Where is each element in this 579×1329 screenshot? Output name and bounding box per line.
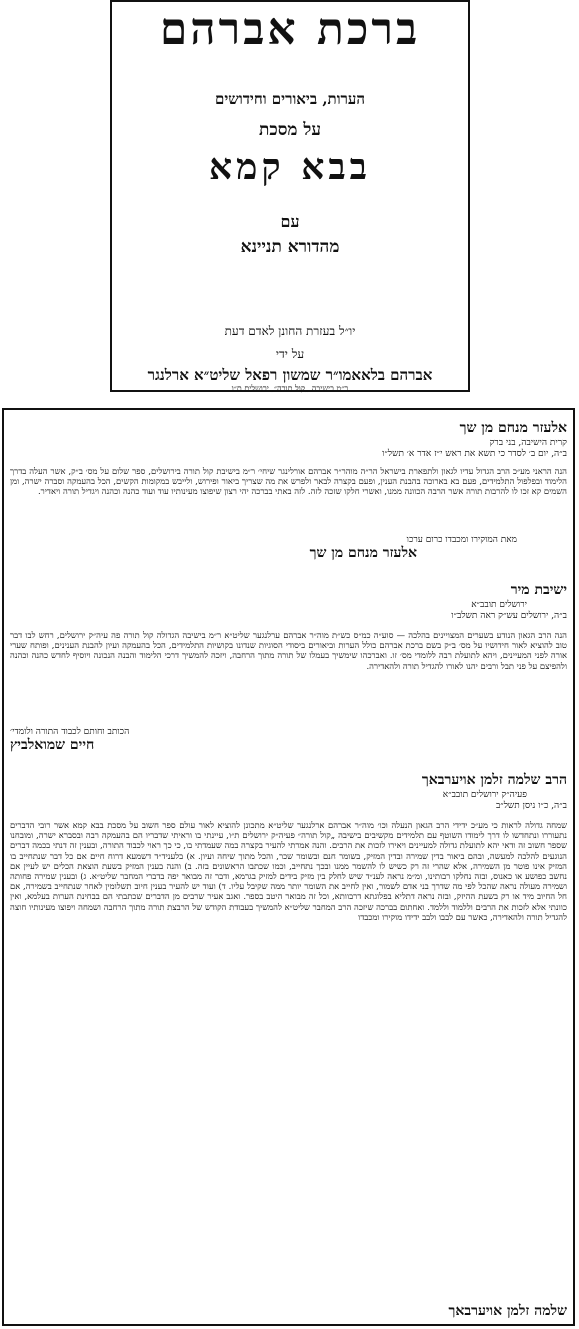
letter-1-closing: מאת המוקירו ומכבדו כרום ערכו — [406, 535, 517, 545]
letter-1-heading: אלעזר מנחם מן שך — [459, 420, 567, 436]
letter-2-heading-block — [10, 582, 567, 621]
approbations-page — [2, 408, 575, 1326]
letter-3-date: ב״ה, כ״ו ניסן תשל״ב — [495, 801, 567, 811]
tractate-name: בבא קמא — [208, 146, 372, 188]
letter-2-heading: ישיבת מיר — [510, 582, 567, 598]
letter-1-date: ב״ה, יום ב׳ לסדר כי תשא את ראש י״ז אדר א׳ תשל״ו — [382, 449, 567, 459]
book-title: ברכת אברהם — [159, 4, 421, 55]
letter-3-heading: הרב שלמה זלמן אויערבאך — [421, 772, 567, 788]
letter-1-body: הנה הראני מע״כ הרב הגדול עדיו לגאון ולתפארת בישראל הר״ה מוהר״ר אברהם אורלינגר שיחי׳ ר״מ בישיבת קול תורה בירושלים, ספר שלום על מס׳ ב״ק, אשר העלה בדרך הלימוד ובפלפול התלמידים, פעם בא בארוכה בהבנת הענין, ופעם בקצרה לבאר ולפרש את מה שצריך ביאור ופירוש, ולייבש במקומות הקשים, הכל בהעמקה וסברה ישרה, ומן השמים קא זכו לו להרבות תורה אשר הרבה הכוונה ממנו, ואשרי חלקו שזכה לזה. לזה באתי בברכה יהי רצון שיפוצו מעינותיו עוד ועוד כהנה וכהנה ויגדיל תורה ויאדיר. — [10, 466, 567, 497]
on-tractate-label: על מסכת — [259, 120, 321, 140]
letter-1-place: קרית הישיבה, בני ברק — [489, 438, 567, 448]
letter-2-closing: הכותב וחותם לכבוד התורה ולומדי׳ — [10, 727, 130, 737]
letter-3-signoff — [10, 1303, 567, 1320]
letter-2-date: ב״ה, ירושלים עש״ק ראה תשלב״ו — [451, 611, 567, 621]
letter-3-signature: שלמה זלמן אויערבאך — [448, 1303, 567, 1319]
letter-3-body: שמחה גדולה לראות כי מע״כ ידידי הרב הגאון הנעלה וכו׳ מוה״ר אברהם ארלנגער שליט״א מתכונן להוציא לאור עולם ספר חשוב על מסכת בבא קמא אשר רובי הדברים נתעוררו ונתחדשו לו דרך לימודו השוטף עם תלמידים מקשיבים בישיבה „קול תורה״ פעיה״ק ירושלים ת״ו, עיינתי בו וראיתי שדבריו הם בהעמקה רבה ובסברא ישרה, ומובחנו שספר חשוב זה ודאי יהא לתועלת גדולה למעיינים ויאירו לזכות את הרבים. והנה אמרתי להעיר בקצרה במה שעמדתי בו, כי כך ראוי לכבוד התורה, ובענין זה דנתי בכמה דברים הנוגעים להלכה למעשה, ובהם ביאור בדין שמירה ובדין המזיק, בשומר חנם ובשומר שכר, והכל מתוך שיחה ועיון. א) בלעניד״ד דשמעא דרוח חיים אם כל דבר שנתחייב בו המזיק אינו פוטר מן השמירה, אלא שהרי זה רק כשיש לו להשמר ממנו ובכך נתחייב, וכמו שכתבו הראשונים בזה. ב) והנה בענין המזיק בשעת הוצאת הכלים יש לעיין אם נחשב כפושע או כאנוס, ובזה נחלקו רבותינו, ומ״מ נראה לענ״ד שיש לחלק בין מזיק בידים למזיק בגרמא, ודבר זה מבואר יפה בדברי המחבר שליט״א. ג) ובענין שמירה פחותה ושמירה מעולה נראה שהכל לפי מה שדרך בני אדם לשמור, ואין לחייב את השומר יותר ממה שקיבל עליו. ד) ועוד יש להעיר בענין חיוב תשלומין לאחר שנתחייב בשמירה, אם חל החיוב מיד או רק בשעת ההיזק, ובזה נראה דתליא בפלוגתא דרבוותא, וכל זה מבואר היטב בספר. ואגב אעיר שרבים מן הדברים שכתבתי הם בבחינת הערות בעלמא, ואין כוונתי אלא לזכות את הרבים וללמוד וללמד. ואחתום בברכה שיזכה הרב המחבר שליט״א להמשיך בעבודת הקודש של הרבצת תורה מתוך הרחבה ושמחה ויפוצו מעינותיו חוצה להגדיל תורה ולהאדירה, כאשר עם לבבו ולבב ידידו מוקירו ומכבדו — [10, 820, 567, 922]
with-label: עם — [280, 212, 300, 231]
author-title: ר״מ בישיבה „קול תורה״, ירושלים ת״ו — [231, 384, 349, 393]
author-name: אברהם בלאאמו״ר שמשון רפאל שליט״א ארלנגר — [147, 366, 433, 384]
book-subtitle: הערות, ביאורים וחידושים — [214, 90, 366, 108]
letter-2-place: ירושלים תובב״א — [471, 600, 527, 610]
letter-1-signoff — [10, 534, 567, 562]
edition-label: מהדורא תניינא — [240, 237, 340, 257]
by-label: על ידי — [275, 347, 305, 361]
letter-3-heading-block — [10, 772, 567, 811]
publisher-line: יו״ל בעזרת החונן לאדם דעת — [224, 324, 356, 338]
letter-2-signoff — [10, 726, 567, 754]
letter-2-signature: חיים שמואלביץ — [10, 737, 95, 753]
letter-2-body: הנה הרב הגאון הנודע בשערים המצויינים בהלכה — סוע״ה כמ״ס כש״ת מוה״ר אברהם ערלנגער שליט״א ר״מ בישיבה הגדולה קול תורה פה עיה״ק ירושלים, רחש לבו דבר טוב להוציא לאור חידושיו על מס׳ ב״ק בשם ברכת אברהם כולל הערות וביאורים ביסודי הסוגיות שנדונו בקושיות התלמידים, הכל בהעמקה ועיון להבנת הענינים, ופותח שערי אורה לפני המעיינים, ויהא לתועלת רבה ללומדי מס׳ זו. ואברכהו שימשיך בעמלו של תורה מתוך הרחבה, ויזכה להמשיך דרכי הלימוד והבנה הנכונה ויוסיף לחדש כהנה וכהנה ולהפיצם על פני תבל ורבים יהנו לאורו להגדיל תורה ולהאדירה. — [10, 630, 567, 671]
letter-1-signature: אלעזר מנחם מן שך — [309, 545, 417, 561]
letter-1-heading-block — [10, 420, 567, 459]
title-page — [110, 0, 470, 392]
letter-3-place: פעיה״ק ירושלים תובב״א — [442, 790, 527, 800]
